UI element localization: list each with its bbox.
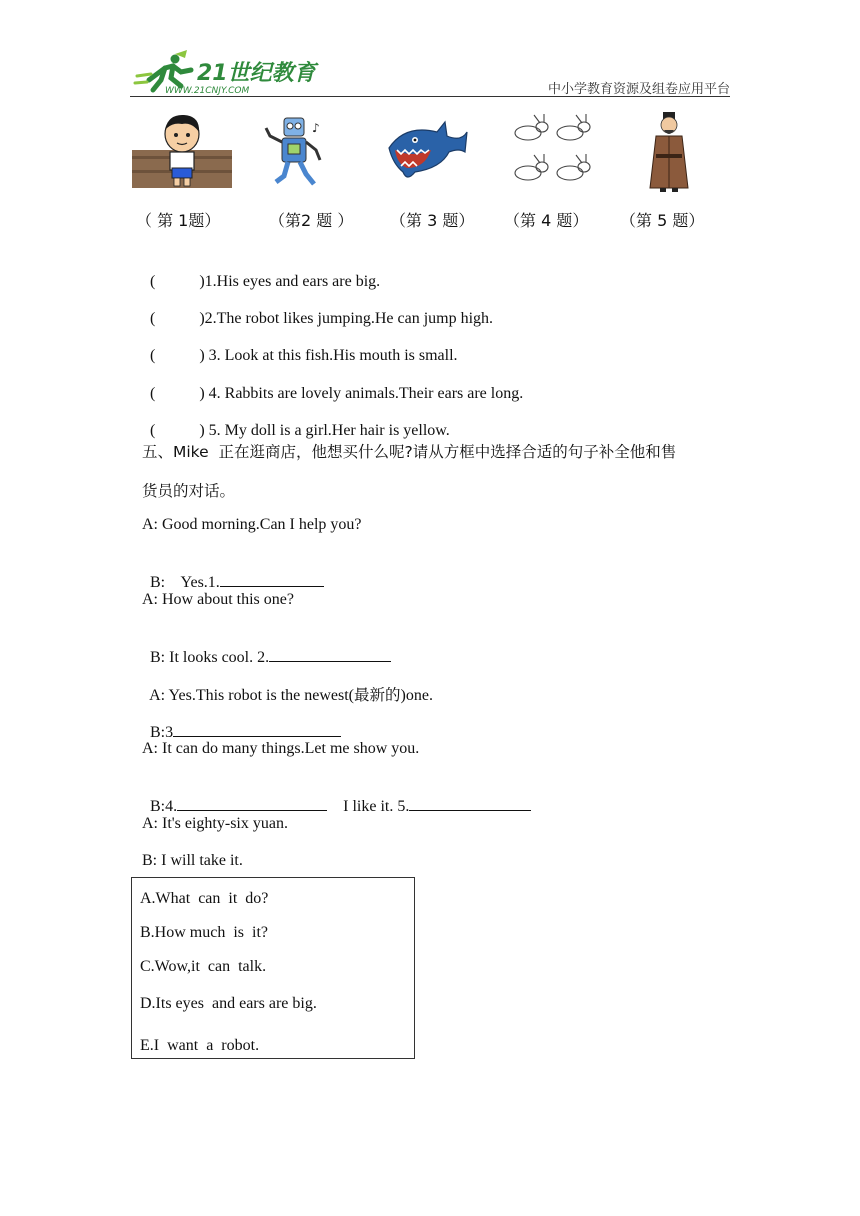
dialogue-blank-2[interactable] (269, 646, 391, 662)
option-b: B.How much is it? (140, 924, 268, 941)
option-e: E.I want a robot. (140, 1037, 260, 1054)
option-a: A.What can it do? (140, 890, 269, 907)
dialogue-line-2: B: Yes.1. (142, 553, 324, 592)
dialogue-blank-1[interactable] (220, 571, 324, 587)
runner-icon (135, 50, 191, 90)
shark-icon (385, 118, 469, 186)
dialogue-line-7: A: It can do many things.Let me show you. (142, 740, 420, 757)
option-d: D.Its eyes and ears are big. (140, 995, 317, 1012)
dialogue-line-6: B:3 (142, 703, 341, 742)
dialogue-line-3: A: How about this one? (142, 591, 294, 608)
dialogue-line-5: A: Yes.This robot is the newest(最新的)one. (149, 686, 433, 704)
dialogue-blank-3[interactable] (173, 721, 341, 737)
judgement-row-1: ( )1.His eyes and ears are big. (150, 273, 381, 290)
ancient-man-icon (646, 110, 692, 194)
judgement-row-5: ( ) 5. My doll is a girl.Her hair is yellow. (150, 422, 450, 439)
section-heading-line-1: 五、Mike 正在逛商店，他想买什么呢?请从方框中选择合适的句子补全他和售 (142, 443, 677, 461)
picture-caption-2: （第2 题 ） (269, 211, 354, 230)
dialogue-line-9: A: It's eighty-six yuan. (142, 815, 288, 832)
option-c: C.Wow,it can talk. (140, 958, 267, 975)
logo-text: 21世纪教育 (197, 61, 316, 86)
picture-caption-5: （第 5 题） (620, 211, 705, 230)
dialogue-line-4: B: It looks cool. 2. (142, 628, 391, 667)
robot-icon (264, 112, 328, 190)
dialogue-blank-4[interactable] (177, 795, 327, 811)
options-box (131, 877, 415, 1059)
dialogue-line-8: B:4. I like it. 5. (142, 777, 531, 816)
header-caption: 中小学教育资源及组卷应用平台 (547, 82, 730, 97)
dialogue-line-10: B: I will take it. (142, 852, 243, 869)
svg-text:♪: ♪ (312, 121, 320, 135)
header-divider (130, 96, 730, 97)
rabbits-icon (508, 113, 596, 189)
picture-caption-3: （第 3 题） (390, 211, 475, 230)
dialogue-line-1: A: Good morning.Can I help you? (142, 516, 362, 533)
section-heading-line-2: 货员的对话。 (142, 482, 236, 500)
picture-caption-1: （ 第 1题） (136, 211, 221, 230)
site-logo (135, 50, 316, 96)
judgement-row-4: ( ) 4. Rabbits are lovely animals.Their ears are long. (150, 385, 524, 402)
picture-caption-4: （第 4 题） (504, 211, 589, 230)
judgement-row-3: ( ) 3. Look at this fish.His mouth is small. (150, 347, 458, 364)
dialogue-blank-5[interactable] (409, 795, 531, 811)
boy-icon (132, 110, 232, 190)
judgement-row-2: ( )2.The robot likes jumping.He can jump high. (150, 310, 494, 327)
logo-url: WWW.21CNJY.COM (165, 86, 250, 96)
